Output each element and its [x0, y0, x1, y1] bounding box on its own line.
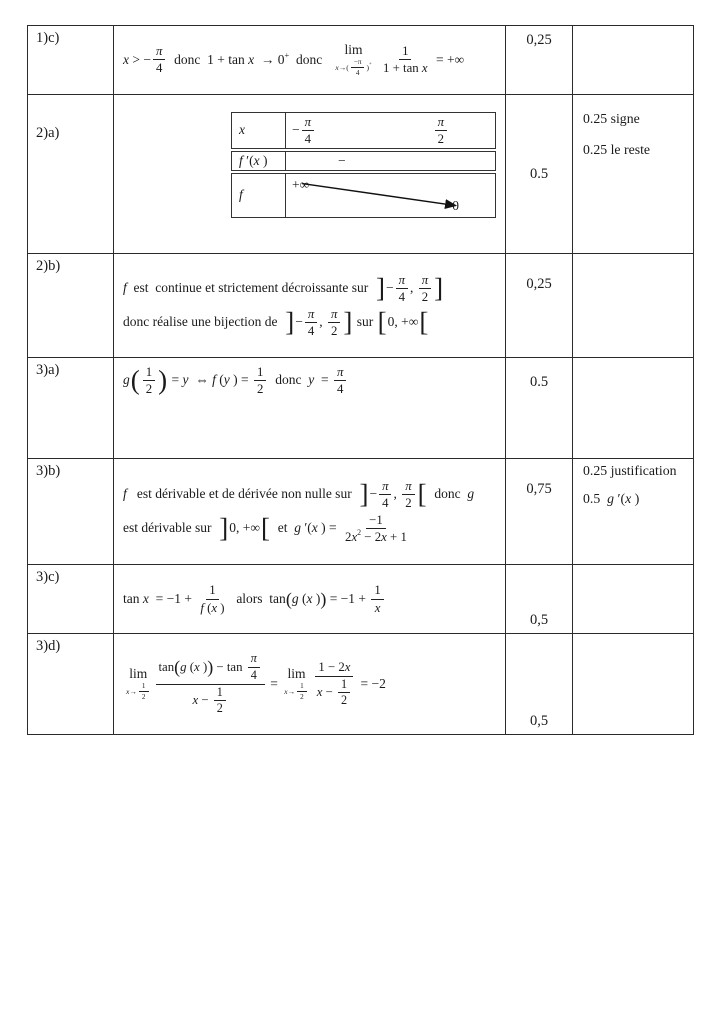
- interval-left-bound: − $\frac{\pi}{4}$: [292, 115, 316, 147]
- function-label: f: [232, 174, 286, 217]
- formula: lim x → 1 2 tan ( g ( x ) ) − tan π 4 x − $\frac{1}{2}$ = lim x → 1 2 1 − 2 x x − $\frac{1}{2}$ = −2: [126, 651, 386, 716]
- table-row-3c: [28, 565, 694, 634]
- comment-cell: [573, 254, 694, 358]
- formula: est dérivable sur ] 0, +∞ [ et g ′( x ) = −1 2 x 2 − 2 x + 1: [123, 512, 407, 544]
- formula: f est continue et strictement décroissante sur ] − $\frac{\pi}{4}$ , π 2 ]: [123, 272, 444, 305]
- answer-cell: [114, 565, 506, 634]
- score-cell: 0,5: [506, 565, 573, 634]
- comment-cell: [573, 95, 694, 254]
- table-row-3a: [28, 358, 694, 459]
- score-cell: 0,25: [506, 254, 573, 358]
- answer-cell: [114, 459, 506, 565]
- comment-cell: [573, 358, 694, 459]
- grading-table: [27, 25, 694, 735]
- variation-var-label: x: [232, 113, 286, 148]
- table-row-2b: [28, 254, 694, 358]
- comment-cell: [573, 459, 694, 565]
- score-cell: 0,25: [506, 26, 573, 95]
- table-row-1c: [28, 26, 694, 95]
- answer-cell: [114, 358, 506, 459]
- derivative-sign: −: [338, 152, 346, 168]
- score-cell: 0,5: [506, 634, 573, 735]
- formula: donc réalise une bijection de ] − $\frac{\pi}{4}$ , π 2 ] sur [ 0, +∞ [: [123, 306, 429, 338]
- formula: f est dérivable et de dérivée non nulle sur ] − $\frac{\pi}{4}$ , π 2 [ donc g: [123, 478, 475, 511]
- question-label: 1)c): [28, 26, 114, 95]
- variation-table-function-row: [231, 173, 496, 218]
- variation-table-header-row: [231, 112, 496, 149]
- limit-bottom-right: 0: [452, 198, 459, 214]
- score-cell: 0.5: [506, 95, 573, 254]
- question-label: 3)c): [28, 565, 114, 634]
- question-label: 3)a): [28, 358, 114, 459]
- comment-cell: [573, 634, 694, 735]
- question-label: 2)b): [28, 254, 114, 358]
- comment-line: 0.5 g ′( x ): [583, 491, 640, 506]
- score-cell: 0,75: [506, 459, 573, 565]
- decreasing-arrow-icon: [286, 174, 495, 217]
- comment-cell: [573, 26, 694, 95]
- variation-table-sign-row: [231, 151, 496, 171]
- comment-line: 0.25 justification: [583, 463, 677, 478]
- limit-top-left: +∞: [292, 177, 310, 192]
- comment-cell: [573, 565, 694, 634]
- answer-cell: [114, 95, 506, 254]
- formula: tan x = −1 + 1 f ( x ) alors tan ( g ( x ) ) = −1 + $\frac{1}{x}$: [123, 583, 501, 615]
- comment-line: 0.25 signe: [583, 111, 640, 126]
- table-row-3b: [28, 459, 694, 565]
- answer-cell: [114, 26, 506, 95]
- answer-cell: [114, 254, 506, 358]
- table-row-2a: [28, 95, 694, 254]
- question-label: 3)b): [28, 459, 114, 565]
- question-label: 3)d): [28, 634, 114, 735]
- derivative-label: f ′( x ): [232, 152, 286, 170]
- question-label: 2)a): [28, 95, 114, 254]
- table-row-3d: [28, 634, 694, 735]
- comment-line: 0.25 le reste: [583, 142, 651, 157]
- interval-right-bound: π 2: [433, 115, 449, 147]
- variation-table: [231, 112, 496, 218]
- answer-cell: [114, 634, 506, 735]
- score-cell: 0.5: [506, 358, 573, 459]
- formula: g ( 1 2 ) = y ⇔ f ( y ) = $\frac{1}{2}$ donc y = $\frac{\pi}{4}$: [123, 365, 501, 397]
- formula: x > − $\frac{\pi}{4}$ donc 1 + tan x → 0 + donc lim x →( −π 4 ) + 1 1 + tan x = +∞: [123, 41, 465, 78]
